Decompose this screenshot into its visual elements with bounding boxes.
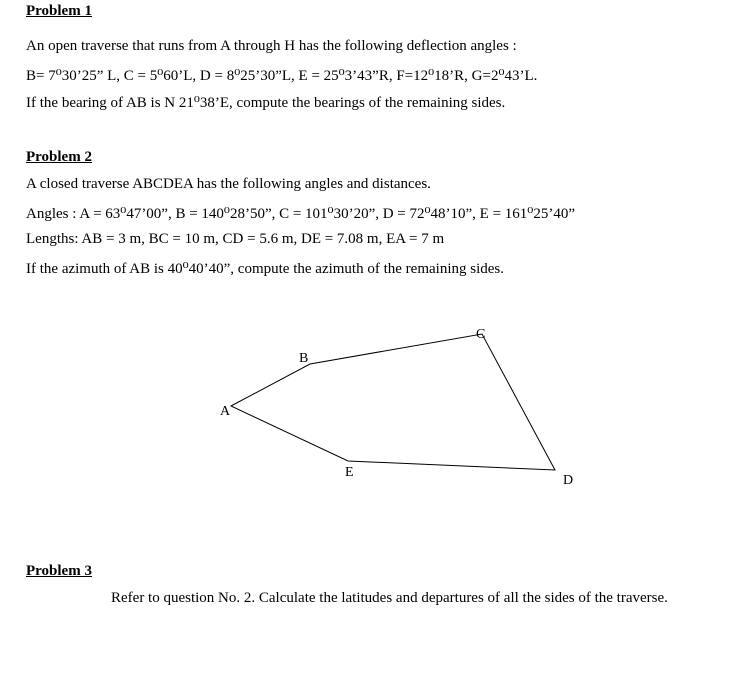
label-E: E [345, 465, 354, 480]
problem-2-line-3: Lengths: AB = 3 m, BC = 10 m, CD = 5.6 m, DE = 7.08 m, EA = 7 m [26, 231, 445, 247]
problem-3-heading: Problem 3 [26, 563, 92, 579]
problem-1-line-1: An open traverse that runs from A through H has the following deflection angles : [26, 38, 517, 54]
label-B: B [299, 351, 309, 366]
problem-3-text: Refer to question No. 2. Calculate the latitudes and departures of all the sides of the traverse. [111, 590, 668, 606]
problem-2-line-2: Angles : A = 63⁰47’00”, B = 140⁰28’50”, C = 101⁰30’20”, D = 72⁰48’10”, E = 161⁰25’40” [26, 206, 575, 222]
problem-1-heading: Problem 1 [26, 3, 92, 19]
problem-2-line-4: If the azimuth of AB is 40⁰40’40”, compute the azimuth of the remaining sides. [26, 261, 504, 277]
problem-1-line-3: If the bearing of AB is N 21⁰38’E, compute the bearings of the remaining sides. [26, 95, 506, 111]
problem-2-heading: Problem 2 [26, 149, 92, 165]
label-C: C [476, 327, 486, 342]
problem-2-line-1: A closed traverse ABCDEA has the following angles and distances. [26, 176, 431, 192]
traverse-polygon [231, 334, 555, 470]
label-A: A [220, 404, 231, 419]
label-D: D [563, 473, 574, 488]
problem-1-line-2: B= 7⁰30’25” L, C = 5⁰60’L, D = 8⁰25’30”L, E = 25⁰3’43”R, F=12⁰18’R, G=2⁰43’L. [26, 68, 538, 84]
